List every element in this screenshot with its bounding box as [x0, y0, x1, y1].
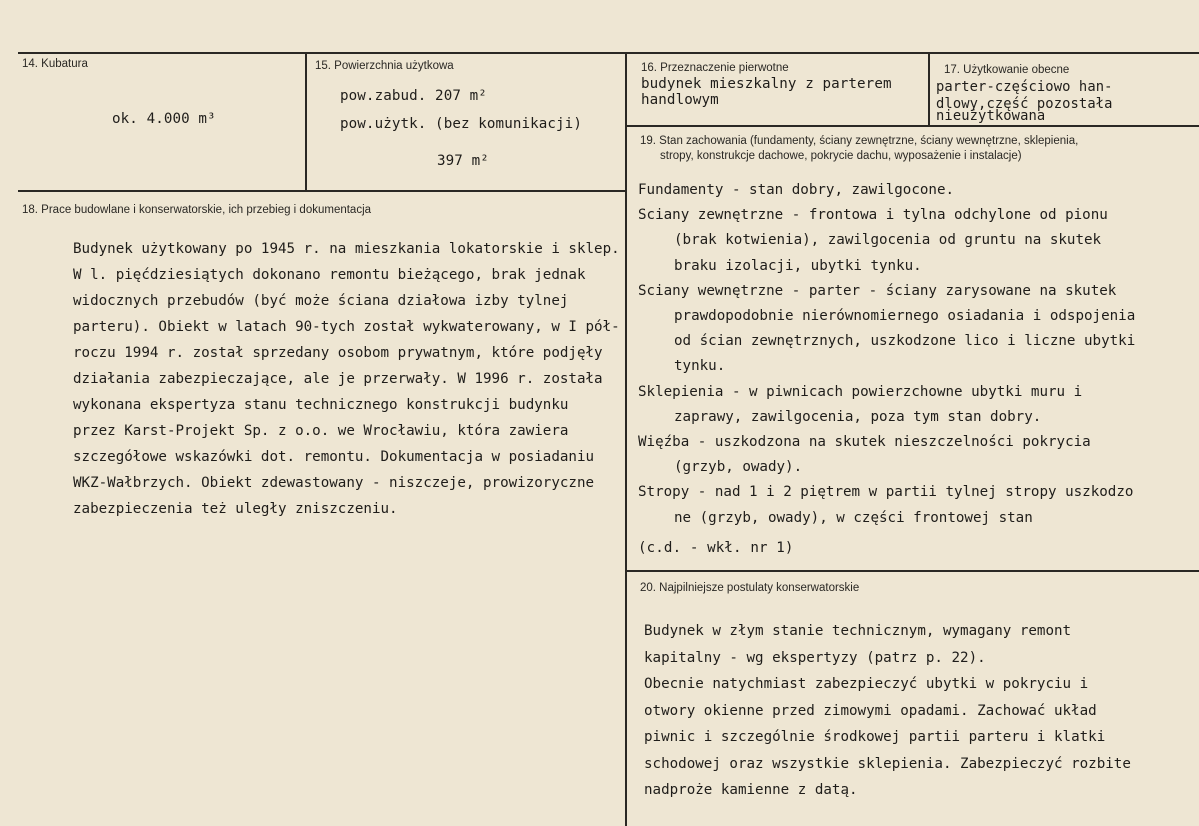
stan-line: (grzyb, owady).: [674, 459, 803, 476]
divider-main: [625, 52, 627, 826]
stan-line: Więźba - uszkodzona na skutek nieszczelności pokrycia: [638, 434, 1091, 451]
stan-line: Stropy - nad 1 i 2 piętrem w partii tylnej stropy uszkodzo: [638, 484, 1134, 501]
stan-line: prawdopodobnie nierównomiernego osiadania i odspojenia: [674, 308, 1136, 325]
postulaty-line: nadproże kamienne z datą.: [644, 782, 858, 798]
prace-line: parteru). Obiekt w latach 90-tych został wykwaterowany, w I pół-: [73, 319, 620, 335]
prace-line: wykonana ekspertyza stanu technicznego konstrukcji budynku: [73, 397, 569, 413]
right-lower-rule: [626, 570, 1199, 572]
powierzchnia-uzytk: pow.użytk. (bez komunikacji): [340, 116, 582, 132]
prace-line: roczu 1994 r. został sprzedany osobom prywatnym, które podjęły: [73, 345, 603, 361]
prace-text: [73, 236, 620, 522]
prace-line: WKZ-Wałbrzych. Obiekt zdewastowany - niszczeje, prowizoryczne: [73, 475, 595, 491]
postulaty-line: otwory okienne przed zimowymi opadami. Zachować układ: [644, 702, 1097, 719]
stan-line: od ścian zewnętrznych, uszkodzone lico i liczne ubytki: [674, 333, 1136, 350]
przeznaczenie-line-2: handlowym: [641, 92, 719, 108]
kubatura-label: 14. Kubatura: [22, 58, 88, 70]
stan-label-2: stropy, konstrukcje dachowe, pokrycie dachu, wyposażenie i instalacje): [660, 150, 1022, 162]
stan-label-1: 19. Stan zachowania (fundamenty, ściany zewnętrzne, ściany wewnętrzne, sklepienia,: [640, 135, 1079, 147]
right-upper-rule: [626, 125, 1199, 127]
przeznaczenie-label: 16. Przeznaczenie pierwotne: [641, 62, 789, 74]
stan-line: Sklepienia - w piwnicach powierzchowne ubytki muru i: [638, 383, 1083, 400]
stan-line: Sciany zewnętrzne - frontowa i tylna odchylone od pionu: [638, 207, 1108, 224]
left-mid-rule: [18, 190, 626, 192]
uzytkowanie-line-1: parter-częściowo han-: [936, 79, 1113, 95]
stan-line: braku izolacji, ubytki tynku.: [674, 257, 922, 274]
uzytkowanie-label: 17. Użytkowanie obecne: [944, 64, 1070, 76]
prace-line: szczegółowe wskazówki dot. remontu. Dokumentacja w posiadaniu: [73, 449, 595, 465]
uzytkowanie-line-3: nieużytkowana: [936, 108, 1046, 124]
prace-line: Budynek użytkowany po 1945 r. na mieszkania lokatorskie i sklep.: [73, 241, 620, 257]
powierzchnia-wartosc: 397 m²: [437, 153, 489, 169]
przeznaczenie-line-1: budynek mieszkalny z parterem: [641, 76, 892, 92]
prace-line: zabezpieczenia też uległy zniszczeniu.: [73, 501, 398, 517]
divider-16-17: [928, 52, 930, 125]
prace-line: przez Karst-Projekt Sp. z o.o. we Wrocławiu, która zawiera: [73, 423, 569, 439]
stan-line: ne (grzyb, owady), w części frontowej stan: [674, 509, 1033, 526]
postulaty-text: [644, 618, 1131, 804]
prace-label: 18. Prace budowlane i konserwatorskie, ich przebieg i dokumentacja: [22, 204, 372, 216]
postulaty-line: schodowej oraz wszystkie sklepienia. Zabezpieczyć rozbite: [644, 755, 1131, 772]
postulaty-line: piwnic i szczególnie środkowej partii parteru i klatki: [644, 729, 1106, 745]
top-rule: [18, 52, 1199, 54]
divider-14-15: [305, 52, 307, 190]
postulaty-line: Obecnie natychmiast zabezpieczyć ubytki w pokryciu i: [644, 676, 1089, 692]
postulaty-label: 20. Najpilniejsze postulaty konserwatorskie: [640, 582, 860, 594]
powierzchnia-zabud: pow.zabud. 207 m²: [340, 88, 487, 104]
uzytkowanie-line-2: dlowy,część pozostała: [936, 96, 1113, 112]
stan-line: (brak kotwienia), zawilgocenia od gruntu na skutek: [674, 232, 1102, 249]
postulaty-line: Budynek w złym stanie technicznym, wymagany remont: [644, 623, 1072, 639]
stan-continued-note: (c.d. - wkł. nr 1): [638, 540, 794, 556]
stan-line: tynku.: [674, 358, 726, 375]
stan-line: zaprawy, zawilgocenia, poza tym stan dobry.: [674, 408, 1042, 425]
stan-line: Fundamenty - stan dobry, zawilgocone.: [638, 182, 955, 198]
prace-line: widocznych przebudów (być może ściana działowa izby tylnej: [73, 293, 569, 309]
kubatura-value: ok. 4.000 m³: [112, 111, 216, 127]
prace-line: działania zabezpieczające, ale je przerwały. W 1996 r. została: [73, 371, 603, 387]
prace-line: W l. pięćdziesiątych dokonano remontu bieżącego, brak jednak: [73, 267, 586, 283]
stan-line: Sciany wewnętrzne - parter - ściany zarysowane na skutek: [638, 282, 1117, 299]
stan-text: [638, 178, 1135, 531]
powierzchnia-label: 15. Powierzchnia użytkowa: [315, 60, 454, 72]
postulaty-line: kapitalny - wg ekspertyzy (patrz p. 22).: [644, 649, 986, 666]
